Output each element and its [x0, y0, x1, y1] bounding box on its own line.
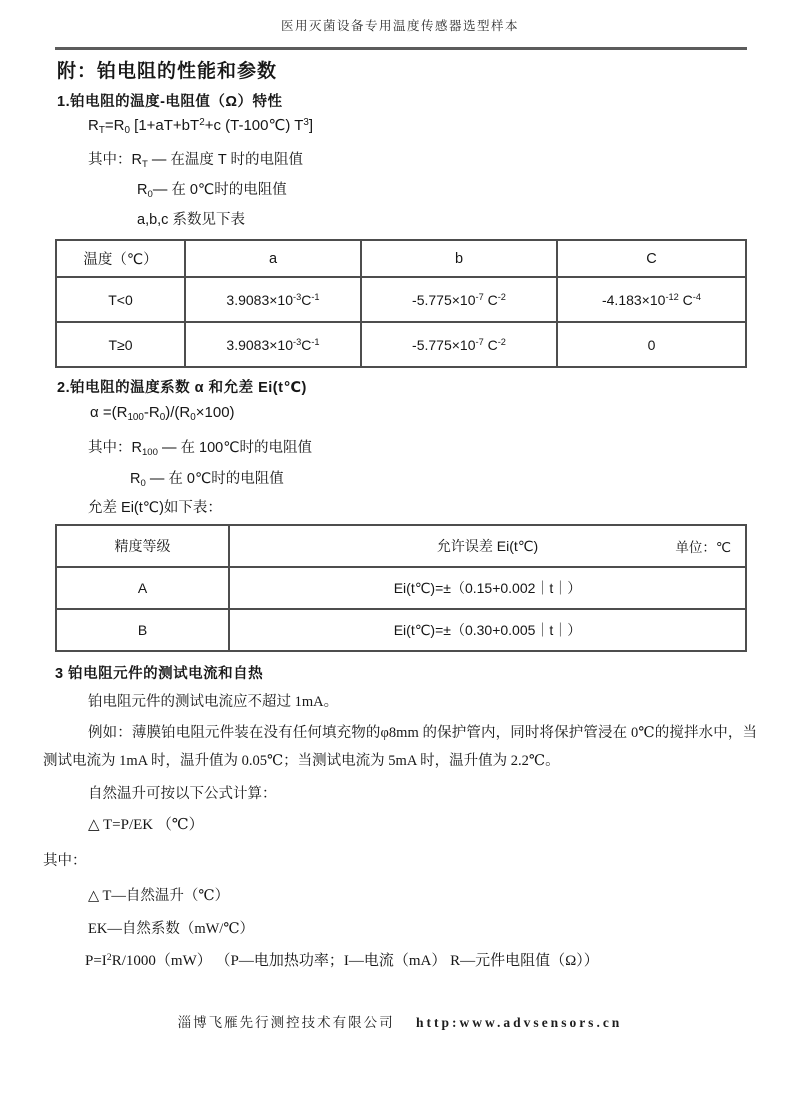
- r0-definition-line: $R_0—$ 在 0℃时的电阻值: [137, 182, 287, 200]
- col-header-allowed-error: [229, 525, 746, 567]
- section-2-heading: 2.铂电阻的温度系数 α 和允差 Ei(t℃): [57, 380, 307, 396]
- ek-definition: EK—自然系数（mW/℃）: [88, 921, 255, 937]
- document-header-title: 医用灭菌设备专用温度传感器选型样本: [280, 19, 519, 33]
- col-header-temperature: 温度（℃）: [56, 240, 185, 277]
- page-footer: [0, 1011, 800, 1031]
- coefficient-table: [55, 239, 747, 368]
- cell-coefficient-a: $3.9083\times 10^{-3}C^{-1}$: [185, 322, 361, 367]
- tolerance-table-header-row: [56, 525, 746, 567]
- natural-rise-intro: 自然温升可按以下公式计算：: [88, 786, 277, 802]
- col-header-a: a: [185, 240, 361, 277]
- delta-t-definition: △ T—自然温升（℃）: [88, 888, 230, 904]
- section-1-heading: 1.铂电阻的温度-电阻值（Ω）特性: [57, 94, 283, 110]
- cell-coefficient-c: 0: [557, 322, 746, 367]
- table-row: [56, 277, 746, 322]
- footer-company-name: 淄博飞雁先行测控技术有限公司: [177, 1015, 395, 1030]
- col-header-b: b: [361, 240, 557, 277]
- r0-definition-line-2: $R_0$ — 在 0℃时的电阻值: [130, 471, 284, 489]
- abc-coefficients-line: a,b,c 系数见下表: [137, 212, 245, 228]
- r100-definition-line: 其中：$R_{100}$ — 在 100℃时的电阻值: [88, 440, 313, 458]
- cell-grade: B: [56, 609, 229, 651]
- cell-condition: T<0: [56, 277, 185, 322]
- cell-error-formula: Ei(t℃)=±（0.30+0.005｜t｜）: [229, 609, 746, 651]
- where-label: 其中：: [43, 853, 87, 869]
- allowed-error-label: 允许误差 Ei(t℃): [436, 538, 539, 554]
- cell-coefficient-b: $-5.775\times 10^{-7}$ $C^{-2}$: [361, 277, 557, 322]
- section-3-heading: 3 铂电阻元件的测试电流和自热: [55, 666, 264, 682]
- rt-formula: $R_T=R_0$ [$1+aT+bT^2+c$ (T-100℃) $T^3$]: [88, 117, 314, 136]
- col-header-accuracy-grade: 精度等级: [56, 525, 229, 567]
- power-formula: $P=I^2R/1000(mW)$ （P—电加热功率；I—电流（mA） R—元件电阻值（Ω））: [85, 952, 599, 969]
- example-paragraph: 例如：薄膜铂电阻元件装在没有任何填充物的φ8mm 的保护管内，同时将保护管浸在 0℃的搅拌水中，当测试电流为 1mA 时，温升值为 0.05℃；当测试电流为 5mA 时，温升值为 2.2℃。: [43, 725, 757, 769]
- cell-coefficient-c: $-4.183\times 10^{-12}$ $C^{-4}$: [557, 277, 746, 322]
- page-title: 附：铂电阻的性能和参数: [57, 61, 278, 82]
- rt-definition-line: 其中：$R_T$ — 在温度 T 时的电阻值: [88, 152, 304, 170]
- table-row: [56, 322, 746, 367]
- coefficient-table-header-row: [56, 240, 746, 277]
- cell-grade: A: [56, 567, 229, 609]
- footer-website-url: http:www.advsensors.cn: [416, 1015, 623, 1030]
- header-divider: [55, 47, 747, 50]
- unit-label: 单位：℃: [675, 540, 731, 555]
- tolerance-table: [55, 524, 747, 652]
- alpha-formula: $\alpha =(R_{100}-R_0)/(R_0\times 100)$: [90, 404, 235, 423]
- cell-coefficient-b: $-5.775\times 10^{-7}$ $C^{-2}$: [361, 322, 557, 367]
- cell-coefficient-a: $3.9083\times 10^{-3}C^{-1}$: [185, 277, 361, 322]
- tolerance-intro-line: 允差 Ei(t℃)如下表：: [88, 500, 222, 516]
- cell-error-formula: Ei(t℃)=±（0.15+0.002｜t｜）: [229, 567, 746, 609]
- cell-condition: T≥0: [56, 322, 185, 367]
- delta-t-formula: △ T=P/EK （℃）: [88, 817, 204, 833]
- table-row: [56, 567, 746, 609]
- test-current-paragraph: 铂电阻元件的测试电流应不超过 1mA。: [88, 694, 339, 710]
- table-row: [56, 609, 746, 651]
- col-header-c: C: [557, 240, 746, 277]
